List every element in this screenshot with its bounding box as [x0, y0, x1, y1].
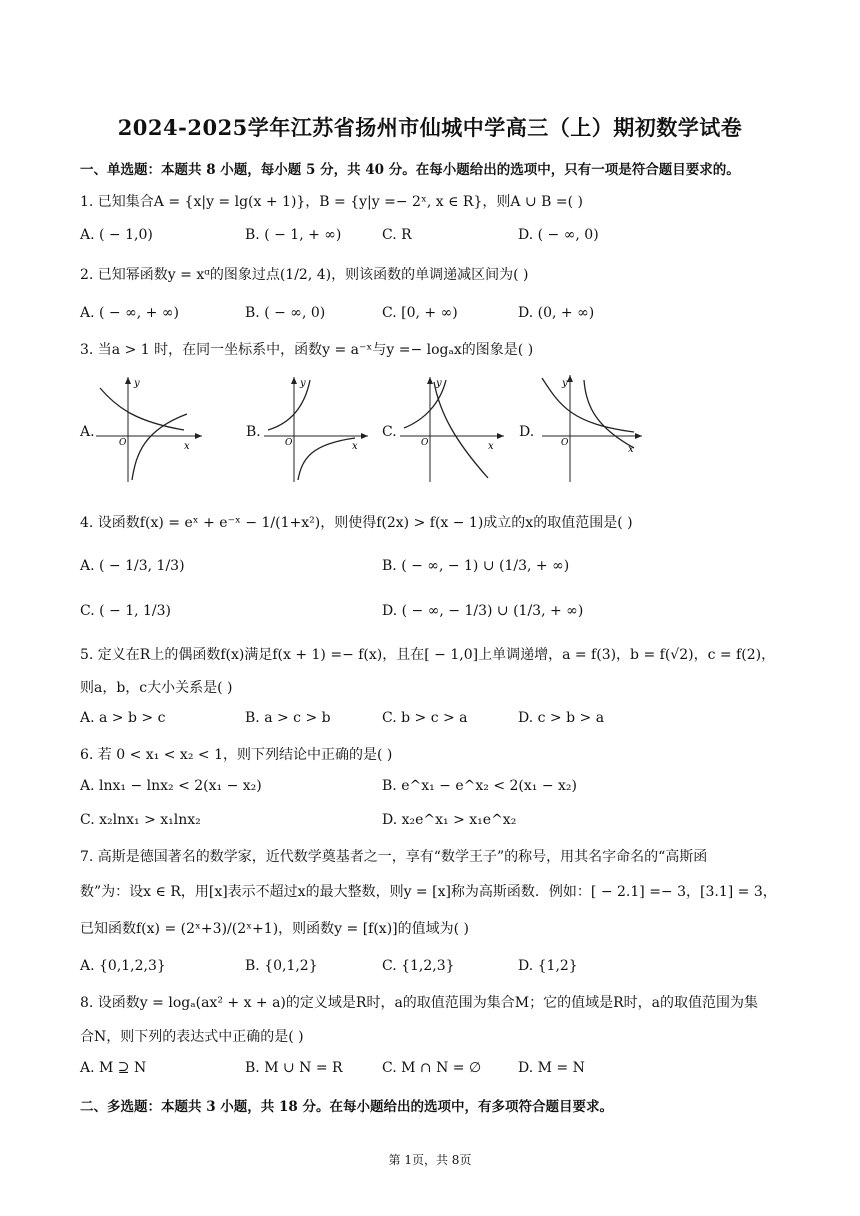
q3-b-x-label: x [352, 441, 358, 452]
q3-option-b-label: B. [246, 424, 261, 440]
q7-option-b: B. {0,1,2} [245, 958, 318, 974]
q1-stem: 1. 已知集合A = {x|y = lg(x + 1)}，B = {y|y =− 2ˣ, x ∈ R}，则A ∪ B =( ) [80, 194, 583, 210]
q3-graph-d [538, 372, 646, 486]
q1-option-d: D. ( − ∞, 0) [518, 227, 599, 243]
q3-b-y-label: y [300, 378, 306, 389]
q2-option-b: B. ( − ∞, 0) [245, 305, 326, 321]
q7-stem-line3: 已知函数f(x) = (2ˣ+3)/(2ˣ+1)，则函数y = [f(x)]的值域为( ) [80, 921, 469, 937]
q6-option-a: A. lnx₁ − lnx₂ < 2(x₁ − x₂) [80, 778, 262, 794]
q3-c-y-label: y [436, 378, 442, 389]
q5-option-b: B. a > c > b [245, 710, 331, 726]
q5-option-d: D. c > b > a [518, 710, 605, 726]
q4-option-b: B. ( − ∞, − 1) ∪ (1/3, + ∞) [382, 558, 570, 574]
q7-option-d: D. {1,2} [518, 958, 578, 974]
q3-a-origin-label: O [119, 438, 127, 448]
q4-stem: 4. 设函数f(x) = eˣ + e⁻ˣ − 1/(1+x²)，则使得f(2x) > f(x − 1)成立的x的取值范围是( ) [80, 515, 633, 531]
q4-option-c: C. ( − 1, 1/3) [80, 603, 172, 619]
q3-stem: 3. 当a > 1 时，在同一坐标系中，函数y = a⁻ˣ与y =− logₐx的图象是( ) [80, 342, 534, 358]
q5-option-c: C. b > c > a [382, 710, 468, 726]
q5-stem-line1: 5. 定义在R上的偶函数f(x)满足f(x + 1) =− f(x)，且在[ − 1,0]上单调递增，a = f(3)，b = f(√2)，c = f(2)， [80, 647, 776, 663]
q7-stem-line1: 7. 高斯是德国著名的数学家，近代数学奠基者之一，享有“数学王子”的称号，用其名字命名的“高斯函 [80, 849, 708, 865]
q1-option-c: C. R [382, 227, 412, 243]
q5-stem-line2: 则a，b，c大小关系是( ) [80, 680, 233, 696]
q1-option-b: B. ( − 1, + ∞) [245, 227, 342, 243]
q3-a-y-label: y [134, 378, 140, 389]
q3-c-origin-label: O [421, 438, 429, 448]
q7-stem-line2: 数”为：设x ∈ R，用[x]表示不超过x的最大整数，则y = [x]称为高斯函数．例如：[ − 2.1] =− 3，[3.1] = 3， [80, 884, 777, 900]
q3-d-y-label: y [562, 378, 568, 389]
q2-option-a: A. ( − ∞, + ∞) [80, 305, 179, 321]
q4-option-d: D. ( − ∞, − 1/3) ∪ (1/3, + ∞) [382, 603, 584, 619]
q8-option-c: C. M ∩ N = ∅ [382, 1060, 482, 1076]
q4-option-a: A. ( − 1/3, 1/3) [80, 558, 185, 574]
q8-option-a: A. M ⊇ N [80, 1060, 147, 1076]
q2-option-d: D. (0, + ∞) [518, 305, 595, 321]
page-footer: 第 1页，共 8页 [388, 1153, 472, 1167]
q8-option-d: D. M = N [518, 1060, 585, 1076]
q3-d-x-label: x [628, 444, 634, 455]
q3-b-origin-label: O [285, 438, 293, 448]
q3-d-origin-label: O [561, 438, 569, 448]
q6-option-d: D. x₂e^x₁ > x₁e^x₂ [382, 812, 517, 828]
q2-option-c: C. [0, + ∞) [382, 305, 458, 321]
q3-graph-b [260, 374, 375, 486]
q3-c-x-label: x [488, 441, 494, 452]
q1-option-a: A. ( − 1,0) [80, 227, 153, 243]
q3-graph-c [396, 374, 511, 486]
page-title: 2024-2025学年江苏省扬州市仙城中学高三（上）期初数学试卷 [117, 115, 743, 140]
q8-stem-line2: 合N，则下列的表达式中正确的是( ) [80, 1029, 304, 1045]
q3-option-d-label: D. [519, 424, 535, 440]
q3-graph-a [92, 374, 207, 486]
q6-option-c: C. x₂lnx₁ > x₁lnx₂ [80, 812, 201, 828]
q6-option-b: B. e^x₁ − e^x₂ < 2(x₁ − x₂) [382, 778, 577, 794]
q8-stem-line1: 8. 设函数y = logₐ(ax² + x + a)的定义域是R时，a的取值范围为集合M；它的值域是R时，a的取值范围为集 [80, 995, 759, 1011]
q3-a-x-label: x [184, 441, 190, 452]
q5-option-a: A. a > b > c [80, 710, 166, 726]
q6-stem: 6. 若 0 < x₁ < x₂ < 1，则下列结论中正确的是( ) [80, 747, 393, 763]
q3-option-c-label: C. [382, 424, 397, 440]
section-1-heading: 一、单选题：本题共 8 小题，每小题 5 分，共 40 分。在每小题给出的选项中，只有一项是符合题目要求的。 [80, 162, 740, 178]
q8-option-b: B. M ∪ N = R [245, 1060, 343, 1076]
section-2-heading: 二、多选题：本题共 3 小题，共 18 分。在每小题给出的选项中，有多项符合题目要求。 [80, 1099, 613, 1115]
q7-option-c: C. {1,2,3} [382, 958, 455, 974]
q7-option-a: A. {0,1,2,3} [80, 958, 166, 974]
q2-stem: 2. 已知幂函数y = xᵅ的图象过点(1/2, 4)，则该函数的单调递减区间为( ) [80, 267, 529, 283]
q3-option-a-label: A. [80, 424, 95, 440]
